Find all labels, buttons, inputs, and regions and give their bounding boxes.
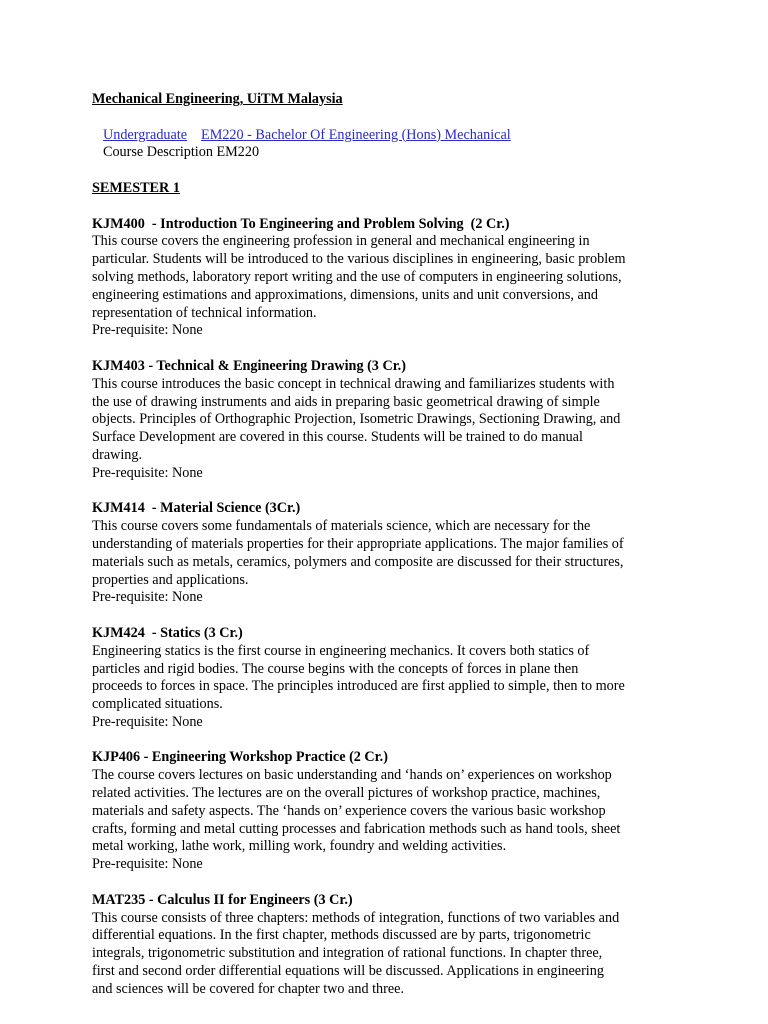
course-description: [92, 376, 692, 465]
course-description-line: differential equations. In the first chapter, methods discussed are by parts, trigonometric: [92, 927, 591, 944]
course-description-line: particles and rigid bodies. The course begins with the concepts of forces in plane then: [92, 660, 579, 677]
course-title: KJM414 - Material Science (3Cr.): [92, 500, 301, 517]
course-prerequisite: Pre-requisite: None: [92, 464, 203, 481]
course-description-line: drawing.: [92, 446, 143, 463]
course-description-line: Engineering statics is the first course in engineering mechanics. It covers both statics of: [92, 642, 590, 659]
course-description-line: This course consists of three chapters: methods of integration, functions of two variables and: [92, 909, 620, 926]
course-entry: [92, 749, 692, 874]
breadcrumb: [92, 127, 692, 163]
breadcrumb-link-undergraduate[interactable]: Undergraduate: [103, 126, 188, 143]
breadcrumb-current: Course Description EM220: [103, 144, 260, 161]
course-entry: [92, 216, 692, 341]
course-description-line: understanding of materials properties for their appropriate applications. The major families of: [92, 535, 624, 552]
course-prerequisite: Pre-requisite: None: [92, 856, 203, 873]
document-title: Mechanical Engineering, UiTM Malaysia: [92, 91, 343, 107]
semester-heading: SEMESTER 1: [92, 179, 180, 196]
course-title: MAT235 - Calculus II for Engineers (3 Cr.): [92, 891, 353, 908]
course-entry: [92, 625, 692, 732]
course-description-line: particular. Students will be introduced to the various disciplines in engineering, basic problem: [92, 251, 626, 268]
course-description-line: first and second order differential equations will be discussed. Applications in engineering: [92, 963, 604, 980]
course-entry: [92, 500, 692, 607]
course-description-line: and sciences will be covered for chapter two and three.: [92, 980, 404, 997]
course-description: [92, 233, 692, 322]
course-description-line: This course introduces the basic concept in technical drawing and familiarizes students with: [92, 375, 615, 392]
course-description-line: crafts, forming and metal cutting processes and fabrication methods such as hand tools, sheet: [92, 820, 621, 837]
course-description: [92, 910, 692, 999]
course-description-line: engineering estimations and approximations, dimensions, units and unit conversions, and: [92, 286, 598, 303]
course-description-line: properties and applications.: [92, 571, 249, 588]
course-description-line: representation of technical information.: [92, 304, 317, 321]
course-description-line: materials such as metals, ceramics, polymers and composite are discussed for their structures,: [92, 553, 624, 570]
course-description-line: integrals, trigonometric substitution and integration of rational functions. In chapter three,: [92, 945, 603, 962]
course-description: [92, 643, 692, 714]
course-entry: [92, 358, 692, 483]
course-description: [92, 767, 692, 856]
breadcrumb-links: [103, 127, 692, 145]
course-prerequisite: Pre-requisite: None: [92, 322, 203, 339]
course-prerequisite: Pre-requisite: None: [92, 713, 203, 730]
course-entry: [92, 892, 692, 999]
course-description-line: This course covers some fundamentals of materials science, which are necessary for the: [92, 518, 591, 535]
course-title: KJM403 - Technical & Engineering Drawing (3 Cr.): [92, 357, 406, 374]
course-description-line: the use of drawing instruments and aids in preparing basic geometrical drawing of simple: [92, 393, 600, 410]
course-list: [92, 216, 692, 999]
course-description-line: materials and safety aspects. The ‘hands on’ experience covers the various basic workshop: [92, 802, 606, 819]
course-description-line: metal working, lathe work, milling work, foundry and welding activities.: [92, 838, 507, 855]
document-content: [92, 91, 692, 999]
course-description-line: related activities. The lectures are on the overall pictures of workshop practice, machines,: [92, 785, 601, 802]
course-description-line: solving methods, laboratory report writing and the use of computers in engineering solutions,: [92, 268, 622, 285]
course-title: KJM424 - Statics (3 Cr.): [92, 624, 243, 641]
course-description-line: Surface Development are covered in this course. Students will be trained to do manual: [92, 429, 583, 446]
breadcrumb-link-program[interactable]: EM220 - Bachelor Of Engineering (Hons) Mechanical: [201, 126, 511, 143]
course-description-line: objects. Principles of Orthographic Projection, Isometric Drawings, Sectioning Drawing, and: [92, 411, 621, 428]
course-description-line: The course covers lectures on basic understanding and ‘hands on’ experiences on workshop: [92, 767, 612, 784]
course-prerequisite: Pre-requisite: None: [92, 589, 203, 606]
course-description: [92, 518, 692, 589]
course-description-line: This course covers the engineering profession in general and mechanical engineering in: [92, 233, 590, 250]
course-description-line: complicated situations.: [92, 696, 223, 713]
course-title: KJP406 - Engineering Workshop Practice (2 Cr.): [92, 749, 388, 766]
course-description-line: proceeds to forces in space. The principles introduced are first applied to simple, then to more: [92, 678, 625, 695]
course-title: KJM400 - Introduction To Engineering and Problem Solving (2 Cr.): [92, 215, 510, 232]
